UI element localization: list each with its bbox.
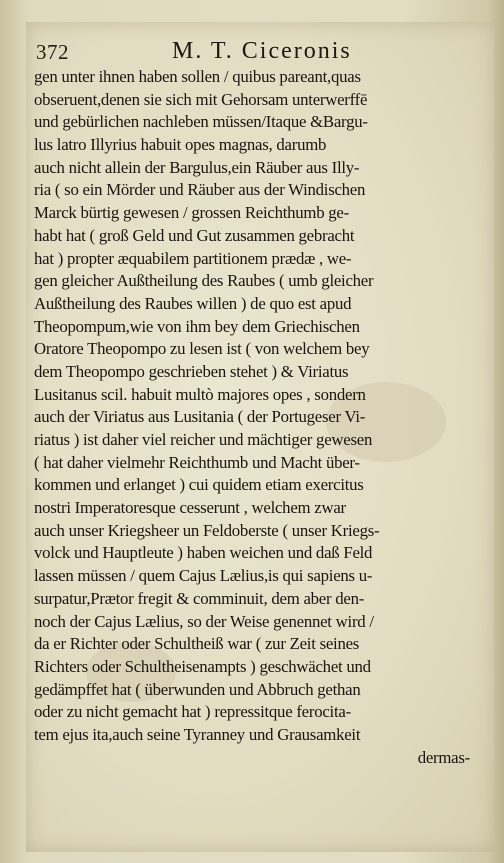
text-line: Oratore Theopompo zu lesen ist ( von welchem bey [34, 339, 370, 359]
text-line: surpatur,Prætor fregit & comminuit, dem aber den- [34, 588, 365, 608]
text-line: auch unser Kriegsheer un Feldoberste ( unser Kriegs- [34, 520, 380, 540]
text-line: gedämpffet hat ( überwunden und Abbruch gethan [34, 679, 361, 699]
text-line: hat ) propter æquabilem partitionem prædæ , we- [34, 248, 352, 268]
text-line: Lusitanus scil. habuit multò majores opes , sondern [34, 384, 366, 404]
text-line: lassen müssen / quem Cajus Lælius,is qui sapiens u- [34, 566, 373, 586]
catchword: dermas- [417, 747, 470, 767]
text-line: da er Richter oder Schultheiß war ( zur Zeit seines [34, 634, 360, 654]
running-head: M. T. Ciceronis [172, 38, 352, 64]
text-line: riatus ) ist daher viel reicher und mächtiger gewesen [34, 430, 373, 449]
text-line: ria ( so ein Mörder und Räuber aus der Windischen [34, 180, 366, 200]
text-line: habt hat ( groß Geld und Gut zusammen gebracht [34, 225, 355, 245]
text-line: gen gleicher Außtheilung des Raubes ( umb gleicher [34, 271, 374, 291]
text-line: Außtheilung des Raubes willen ) de quo est apud [34, 293, 352, 313]
text-line: obseruent,denen sie sich mit Gehorsam unterwerffē [34, 89, 368, 109]
text-line: nostri Imperatoresque cesserunt , welchem zwar [34, 498, 346, 518]
page-header [34, 34, 474, 68]
text-line: tem ejus ita,auch seine Tyranney und Grausamkeit [34, 724, 361, 744]
text-line: Marck bürtig gewesen / grossen Reichthumb ge- [34, 203, 349, 223]
text-line: und gebürlichen nachleben müssen/Itaque &Bargu- [34, 112, 368, 132]
text-line: Richters oder Schultheisenampts ) geschwächet und [34, 656, 371, 676]
text-line: volck und Hauptleute ) haben weichen und daß Feld [34, 543, 373, 563]
text-line: ( hat daher vielmehr Reichthumb und Macht über- [34, 452, 360, 472]
text-line: auch nicht allein der Bargulus,ein Räuber aus Illy- [34, 157, 360, 177]
text-line: lus latro Illyrius habuit opes magnas, darumb [34, 135, 327, 155]
text-line: gen unter ihnen haben sollen / quibus pareant,quas [34, 67, 361, 86]
text-line: Theopompum,wie von ihm bey dem Griechischen [34, 316, 360, 336]
body-text [34, 66, 496, 769]
page-number: 372 [36, 40, 69, 64]
text-line: oder zu nicht gemacht hat ) repressitque ferocita- [34, 702, 351, 722]
book-page [26, 22, 494, 852]
text-line: auch der Viriatus aus Lusitania ( der Portugeser Vi- [34, 407, 366, 427]
text-line: kommen und erlanget ) cui quidem etiam exercitus [34, 475, 364, 495]
text-line: dem Theopompo geschrieben stehet ) & Viriatus [34, 361, 349, 381]
text-line: noch der Cajus Lælius, so der Weise genennet wird / [34, 611, 374, 631]
